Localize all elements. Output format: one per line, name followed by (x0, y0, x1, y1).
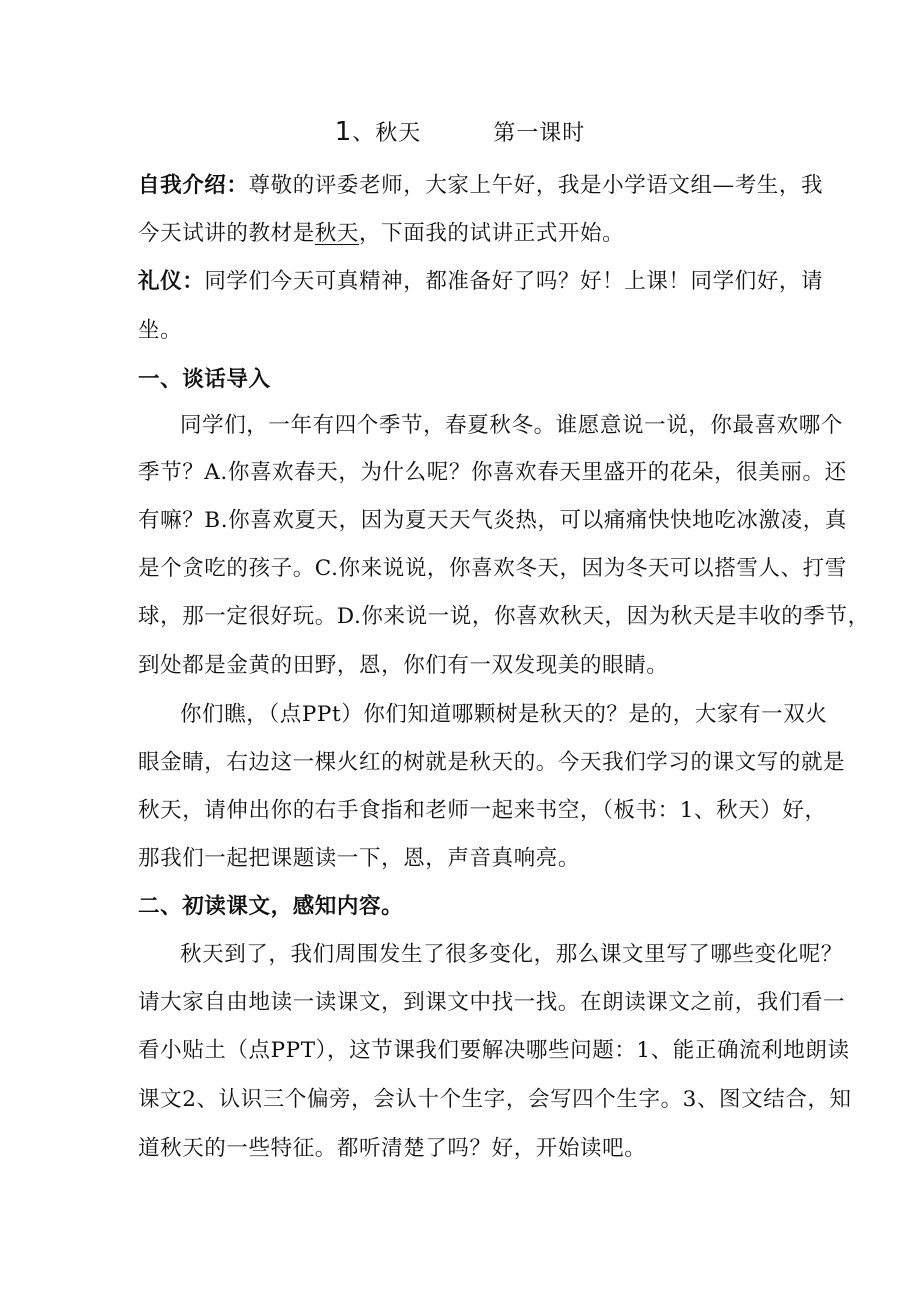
paragraph-line: 道秋天的一些特征。都听清楚了吗？好，开始读吧。 (138, 1136, 647, 1161)
intro-line-2: 今天试讲的教材是秋天，下面我的试讲正式开始。 (138, 221, 625, 246)
section-2-heading: 二、初读课文，感知内容。 (138, 894, 404, 919)
lesson-period: 第一课时 (493, 121, 586, 146)
intro-label: 自我介绍： (138, 173, 249, 198)
paragraph-line: 球，那一定很好玩。D.你来说一说，你喜欢秋天，因为秋天是丰收的季节， (138, 604, 870, 629)
paragraph-line: 秋天，请伸出你的右手食指和老师一起来书空，（板书：1、秋天）好， (138, 798, 827, 823)
paragraph-line: 你们瞧，（点PPt）你们知道哪颗树是秋天的？是的，大家有一双火 (180, 702, 828, 727)
lesson-title (0, 116, 920, 147)
intro-line-1 (138, 168, 823, 199)
paragraph-line: 季节？A.你喜欢春天，为什么呢？你喜欢春天里盛开的花朵，很美丽。还 (138, 460, 847, 485)
etiquette-line-1: 礼仪：同学们今天可真精神，都准备好了吗？好！上课！同学们好，请 (138, 269, 824, 294)
paragraph-line: 那我们一起把课题读一下，恩，声音真响亮。 (138, 846, 581, 871)
paragraph-line: 同学们，一年有四个季节，春夏秋冬。谁愿意说一说，你最喜欢哪个 (180, 413, 844, 438)
paragraph-line: 到处都是金黄的田野，恩，你们有一双发现美的眼睛。 (138, 653, 669, 678)
paragraph-line: 眼金睛，右边这一棵火红的树就是秋天的。今天我们学习的课文写的就是 (138, 750, 846, 775)
lesson-name: 、秋天 (352, 121, 422, 146)
paragraph-line: 有嘛？B.你喜欢夏天，因为夏天天气炎热，可以痛痛快快地吃冰激凌，真 (138, 508, 847, 533)
paragraph-line: 秋天到了，我们周围发生了很多变化，那么课文里写了哪些变化呢？ (180, 942, 844, 967)
section-1-heading: 一、谈话导入 (138, 367, 271, 392)
etiquette-line-2: 坐。 (138, 318, 183, 343)
paragraph-line: 看小贴土（点PPT），这节课我们要解决哪些问题：1、能正确流利地朗读 (138, 1038, 850, 1063)
paragraph-line: 请大家自由地读一读课文，到课文中找一找。在朗读课文之前，我们看一 (138, 990, 846, 1015)
textbook-name: 秋天 (314, 221, 360, 246)
intro-text-1: 尊敬的评委老师，大家上午好，我是小学语文组—考生，我 (248, 173, 824, 198)
etiquette-label: 礼仪： (138, 269, 205, 294)
paragraph-line: 是个贪吃的孩子。C.你来说说，你喜欢冬天，因为冬天可以搭雪人、打雪 (138, 556, 847, 581)
lesson-number: 1 (334, 117, 353, 147)
paragraph-line: 课文2、认识三个偏旁，会认十个生字，会写四个生字。3、图文结合，知 (138, 1087, 852, 1112)
